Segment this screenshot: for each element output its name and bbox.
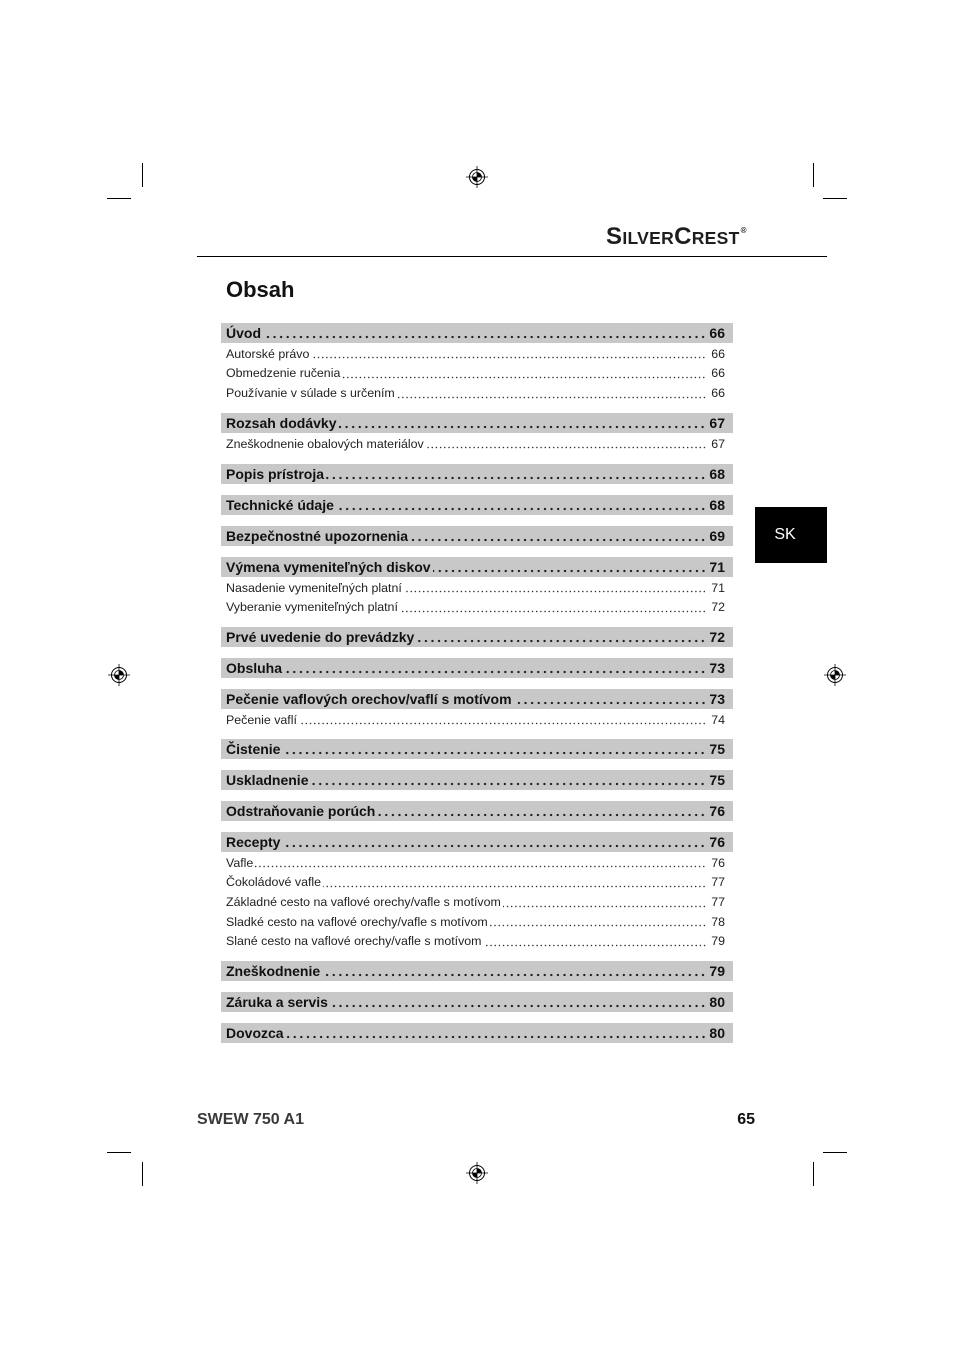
toc-section-page: 76 [709, 803, 725, 819]
toc-section-vymena-diskov [221, 557, 733, 618]
crop-mark-bottom-right-horizontal [823, 1152, 847, 1153]
toc-leader-dots [330, 992, 706, 1012]
toc-subsection-page: 67 [711, 436, 725, 451]
toc-section-rozsah-dodavky [221, 413, 733, 454]
page-title: Obsah [226, 277, 295, 302]
toc-leader-dots [490, 913, 706, 933]
toc-section-page: 80 [709, 994, 725, 1010]
toc-section-bar [221, 526, 733, 546]
toc-subsection-title: Zneškodnenie obalových materiálov [226, 436, 424, 451]
toc-subsection-vyberanie-platni [221, 598, 733, 618]
toc-section-page: 69 [709, 528, 725, 544]
toc-section-obsluha [221, 658, 733, 678]
toc-section-bar [221, 961, 733, 981]
toc-section-bezpecnostne-upozornenia [221, 526, 733, 546]
toc-section-bar [221, 557, 733, 577]
toc-subsection-title: Autorské právo [226, 346, 310, 361]
toc-subsection-list [221, 435, 733, 455]
toc-section-bar [221, 464, 733, 484]
toc-subsection-title: Základné cesto na vaflové orechy/vafle s motívom [226, 894, 501, 909]
toc-section-page: 68 [709, 466, 725, 482]
toc-subsection-title: Čokoládové vafle [226, 875, 322, 890]
crop-mark-bottom-left-horizontal [107, 1152, 131, 1153]
toc-leader-dots [404, 579, 706, 599]
toc-section-title: Recepty [226, 834, 281, 850]
header-rule [197, 256, 827, 257]
toc-leader-dots [484, 932, 707, 952]
toc-subsection-page: 74 [711, 712, 725, 727]
toc-leader-dots [410, 526, 706, 546]
toc-subsection-cokoladove-vafle [221, 873, 733, 893]
toc-section-odstranovanie-poruch [221, 801, 733, 821]
toc-section-bar [221, 627, 733, 647]
registration-mark-icon [465, 1161, 489, 1185]
toc-leader-dots [263, 323, 706, 343]
toc-subsection-pouzivanie [221, 384, 733, 404]
toc-leader-dots [416, 627, 706, 647]
toc-section-page: 76 [709, 834, 725, 850]
toc-section-cistenie [221, 739, 733, 759]
toc-subsection-title: Používanie v súlade s určením [226, 385, 395, 400]
toc-subsection-title: Nasadenie vymeniteľných platní [226, 580, 402, 595]
logo-registered-mark: ® [740, 226, 747, 235]
toc-section-uvod [221, 323, 733, 404]
footer-model-number: SWEW 750 A1 [197, 1111, 304, 1128]
crop-mark-top-right-vertical [813, 163, 814, 187]
toc-section-page: 80 [709, 1025, 725, 1041]
toc-section-page: 73 [709, 660, 725, 676]
toc-subsection-sladke-cesto [221, 913, 733, 933]
toc-section-title: Záruka a servis [226, 994, 328, 1010]
toc-leader-dots [323, 873, 706, 893]
logo-initial-2: C [674, 223, 692, 250]
toc-leader-dots [336, 495, 707, 515]
toc-leader-dots [311, 345, 706, 365]
toc-subsection-slane-cesto [221, 932, 733, 952]
toc-leader-dots [282, 832, 706, 852]
toc-subsection-vafle [221, 854, 733, 874]
toc-section-bar [221, 495, 733, 515]
registration-mark-icon [465, 165, 489, 189]
toc-subsection-page: 66 [711, 385, 725, 400]
toc-leader-dots [426, 435, 707, 455]
language-tab-label: SK [774, 526, 796, 543]
registration-mark-icon [107, 663, 131, 687]
toc-section-bar [221, 689, 733, 709]
toc-subsection-page: 66 [711, 346, 725, 361]
toc-subsection-page: 72 [711, 600, 725, 615]
toc-section-page: 73 [709, 691, 725, 707]
toc-section-zneskodnenie [221, 961, 733, 981]
toc-section-zaruka-a-servis [221, 992, 733, 1012]
toc-section-bar [221, 770, 733, 790]
toc-leader-dots [397, 384, 706, 404]
language-tab [755, 507, 827, 563]
toc-section-page: 68 [709, 497, 725, 513]
toc-leader-dots [322, 961, 706, 981]
toc-subsection-page: 71 [711, 580, 725, 595]
toc-section-page: 72 [709, 629, 725, 645]
toc-leader-dots [400, 598, 706, 618]
toc-subsection-title: Vafle [226, 855, 254, 870]
crop-mark-bottom-left-vertical [142, 1162, 143, 1186]
toc-section-page: 75 [709, 772, 725, 788]
toc-section-title: Bezpečnostné upozornenia [226, 528, 409, 544]
toc-subsection-page: 77 [711, 875, 725, 890]
toc-section-title: Zneškodnenie [226, 963, 321, 979]
toc-subsection-title: Slané cesto na vaflové orechy/vafle s motívom [226, 934, 482, 949]
toc-subsection-autorske-pravo [221, 345, 733, 365]
toc-subsection-title: Vyberanie vymeniteľných platní [226, 600, 398, 615]
toc-section-title: Pečenie vaflových orechov/vaflí s motívom [226, 691, 512, 707]
logo-initial-1: S [606, 223, 623, 250]
toc-leader-dots [282, 739, 706, 759]
toc-section-page: 75 [709, 741, 725, 757]
toc-subsection-title: Obmedzenie ručenia [226, 366, 341, 381]
toc-section-page: 79 [709, 963, 725, 979]
toc-section-bar [221, 832, 733, 852]
toc-section-bar [221, 801, 733, 821]
toc-section-bar [221, 658, 733, 678]
registration-mark-icon [823, 663, 847, 687]
toc-section-pecenie [221, 689, 733, 730]
toc-leader-dots [326, 464, 706, 484]
toc-leader-dots [299, 711, 706, 731]
toc-section-title: Prvé uvedenie do prevádzky [226, 629, 415, 645]
toc-section-dovozca [221, 1023, 733, 1043]
toc-section-title: Úvod [226, 325, 261, 341]
brand-logo [606, 225, 747, 249]
toc-subsection-pecenie-vafli [221, 711, 733, 731]
toc-section-recepty [221, 832, 733, 952]
crop-mark-bottom-right-vertical [813, 1162, 814, 1186]
toc-subsection-list [221, 854, 733, 952]
toc-section-title: Rozsah dodávky [226, 415, 337, 431]
logo-rest-1: ILVER [622, 228, 675, 248]
crop-mark-top-left-vertical [142, 163, 143, 187]
logo-rest-2: REST [691, 228, 740, 248]
toc-leader-dots [377, 801, 706, 821]
toc-section-title: Popis prístroja [226, 466, 325, 482]
toc-section-title: Technické údaje [226, 497, 334, 513]
toc-leader-dots [338, 413, 706, 433]
toc-section-bar [221, 739, 733, 759]
toc-leader-dots [503, 893, 706, 913]
toc-section-title: Obsluha [226, 660, 283, 676]
toc-subsection-list [221, 345, 733, 404]
toc-leader-dots [514, 689, 707, 709]
toc-subsection-obmedzenie-rucenia [221, 364, 733, 384]
footer-page-number: 65 [737, 1111, 755, 1128]
toc-subsection-page: 76 [711, 855, 725, 870]
toc-section-page: 67 [709, 415, 725, 431]
toc-section-title: Čistenie [226, 741, 281, 757]
toc-subsection-list [221, 579, 733, 618]
toc-subsection-nasadenie-platni [221, 579, 733, 599]
toc-leader-dots [310, 770, 706, 790]
toc-subsection-title: Sladké cesto na vaflové orechy/vafle s motívom [226, 914, 488, 929]
toc-subsection-page: 77 [711, 894, 725, 909]
toc-section-title: Dovozca [226, 1025, 284, 1041]
toc-subsection-title: Pečenie vaflí [226, 712, 297, 727]
toc-section-prve-uvedenie [221, 627, 733, 647]
toc-section-bar [221, 413, 733, 433]
toc-leader-dots [342, 364, 706, 384]
toc-subsection-list [221, 711, 733, 731]
toc-section-technicke-udaje [221, 495, 733, 515]
toc-section-bar [221, 1023, 733, 1043]
toc-leader-dots [286, 1023, 707, 1043]
crop-mark-top-right-horizontal [823, 198, 847, 199]
toc-section-title: Výmena vymeniteľných diskov [226, 559, 431, 575]
toc-subsection-page: 79 [711, 934, 725, 949]
toc-section-bar [221, 992, 733, 1012]
toc-leader-dots [284, 658, 706, 678]
toc-leader-dots [433, 557, 707, 577]
toc-section-title: Uskladnenie [226, 772, 309, 788]
toc-subsection-page: 78 [711, 914, 725, 929]
toc-section-uskladnenie [221, 770, 733, 790]
toc-section-title: Odstraňovanie porúch [226, 803, 376, 819]
toc-subsection-zneskodnenie-obalov [221, 435, 733, 455]
toc-section-page: 66 [709, 325, 725, 341]
toc-section-popis-pristroja [221, 464, 733, 484]
toc-subsection-zakladne-cesto [221, 893, 733, 913]
toc-section-page: 71 [709, 559, 725, 575]
toc-subsection-page: 66 [711, 366, 725, 381]
crop-mark-top-left-horizontal [107, 198, 131, 199]
toc-leader-dots [255, 854, 706, 874]
toc-section-bar [221, 323, 733, 343]
